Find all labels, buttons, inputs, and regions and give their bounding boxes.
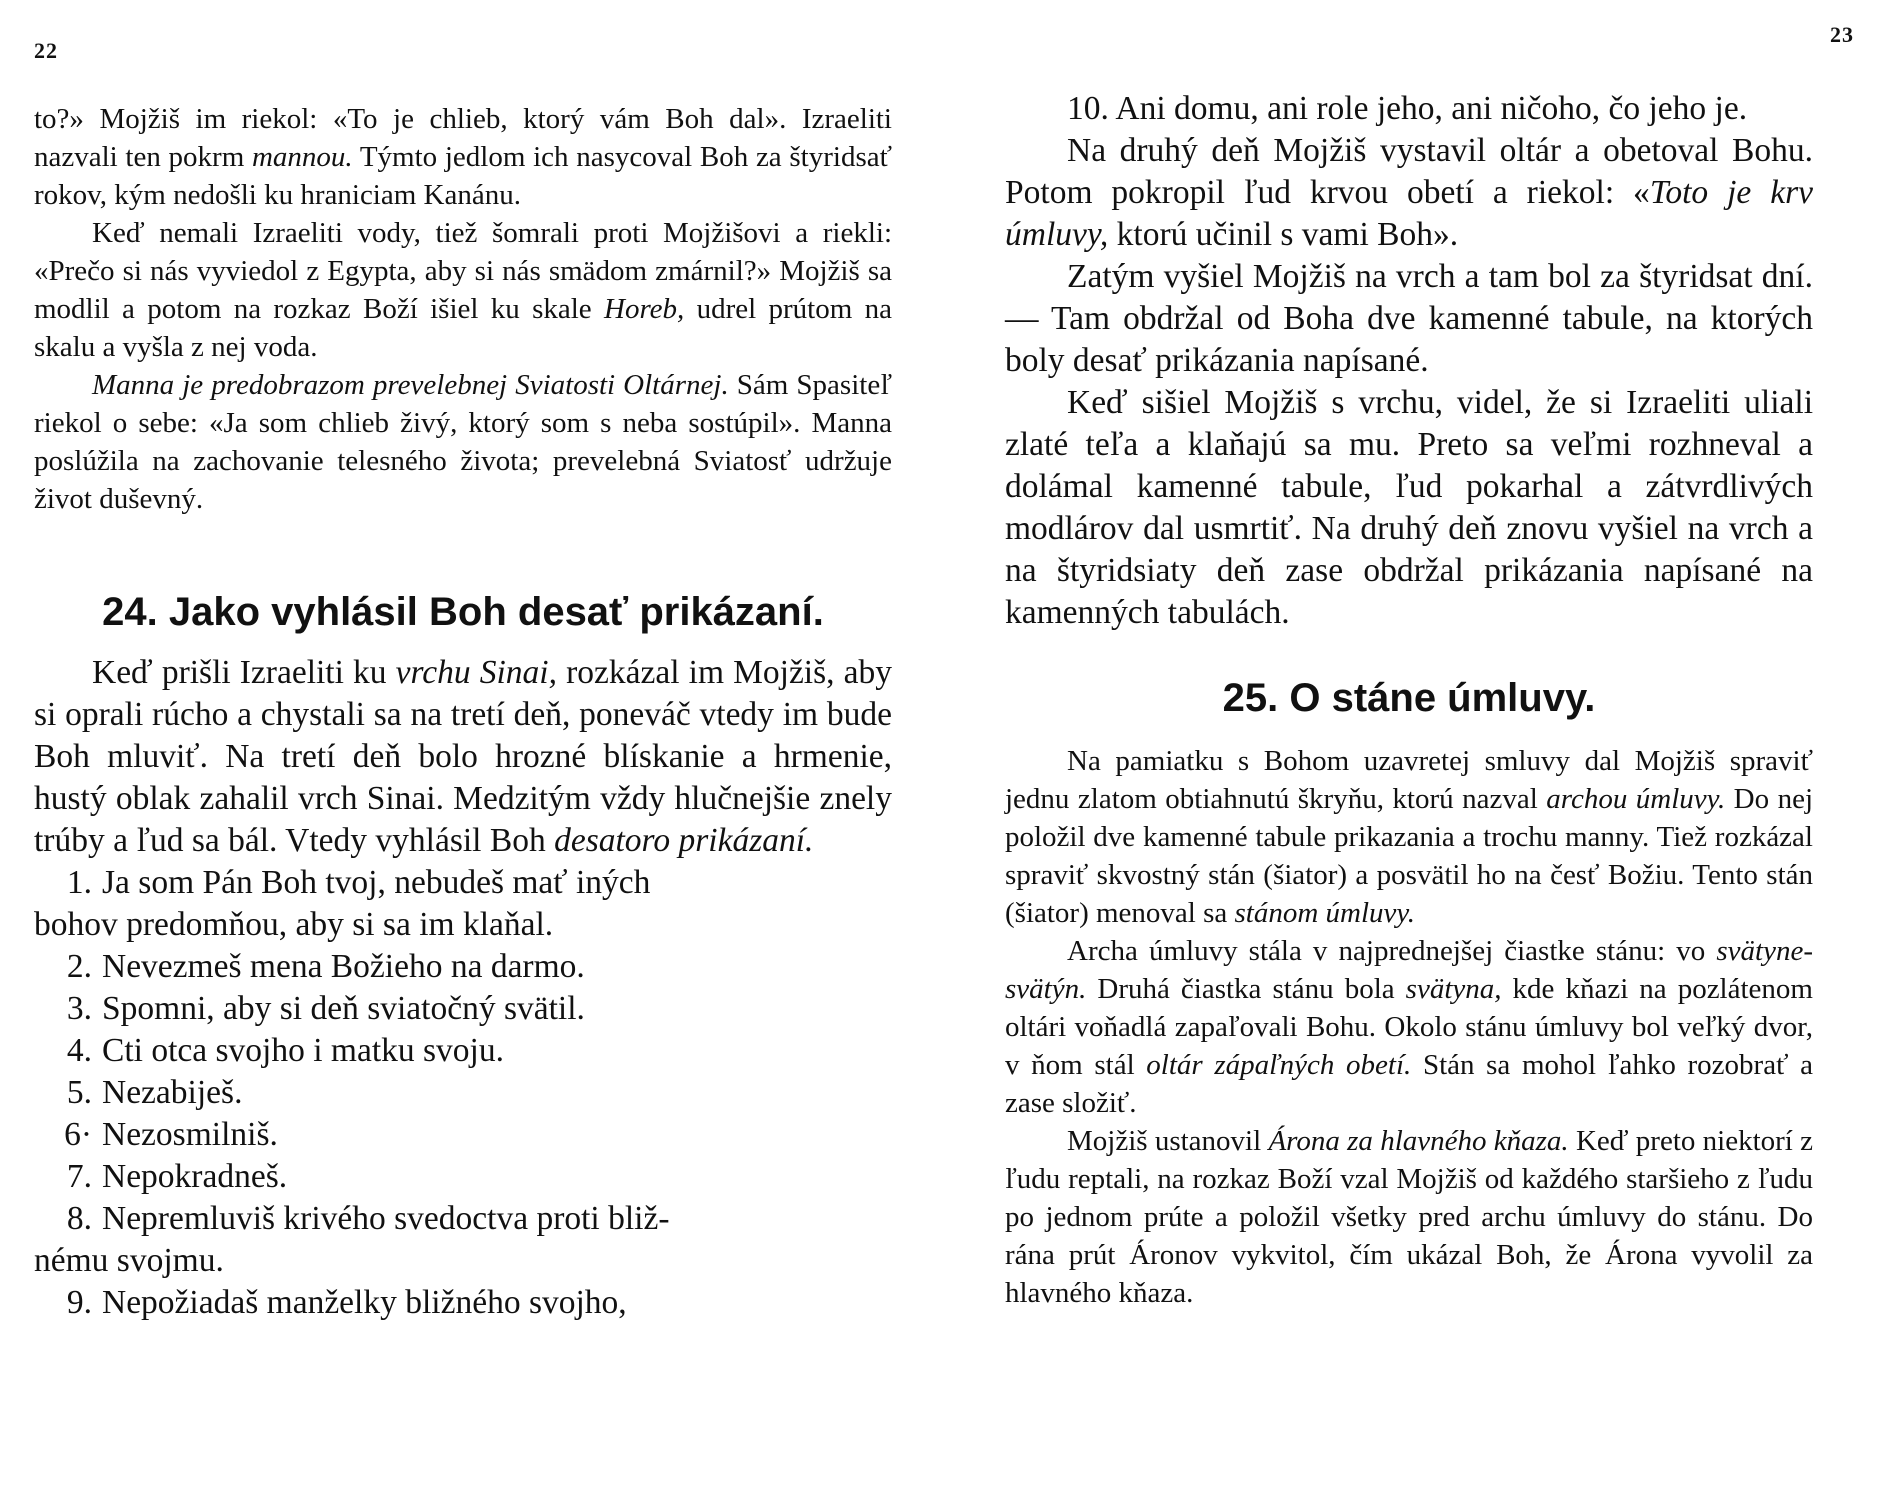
paragraph: Na druhý deň Mojžiš vystavil oltár a obetoval Bohu. Potom pokropil ľud krvou obetí a riekol: «Toto je krv úmluvy, ktorú učinil s vami Boh». [1005,132,1813,253]
paragraph: Keď prišli Izraeliti ku vrchu Sinai, rozkázal im Mojžiš, aby si oprali rúcho a chystali sa na tretí deň, poneváč vtedy im bude Boh mluviť. Na tretí deň bolo hrozné blískanie a hrmenie, hustý oblak zahalil vrch Sinai. Medzitým vždy hlučnejšie znely trúby a ľud sa bál. Vtedy vyhlásil Boh desatoro prikázaní. [34,654,892,859]
paragraph: Zatým vyšiel Mojžiš na vrch a tam bol za štyridsat dní. — Tam obdržal od Boha dve kamenné tabule, na ktorých boly desať prikázania napísané. [1005,258,1813,379]
paragraph: Na pamiatku s Bohom uzavretej smluvy dal Mojžiš spraviť jednu zlatom obtiahnutú škryňu, ktorú nazval archou úmluvy. Do nej položil dve kamenné tabule prikazania a trochu manny. Tiež rozkázal spraviť skvostný stán (šiator) a posvätil ho na česť Božiu. Tento stán (šiator) menoval sa stánom úmluvy. [1005,745,1814,929]
paragraph: Mojžiš ustanovil Árona za hlavného kňaza. Keď preto niektorí z ľudu reptali, na rozkaz Boží vzal Mojžiš od každého staršieho z ľudu po jednom prúte a položil všetky pred archu úmluvy do stánu. Do rána prút Áronov vykvitol, čím ukázal Boh, že Árona vyvolil za hlavného kňaza. [1005,1125,1813,1309]
paragraph: 10. Ani domu, ani role jeho, ani ničoho, čo jeho je. [1067,90,1748,127]
list-item: 6· Nezosmilniš. [64,1116,278,1153]
list-item: 8. Nepremluviš krivého svedoctva proti bliž- nému svojmu. [34,1200,670,1279]
commandments-list [34,862,892,1324]
right-page [943,0,1886,1500]
section-heading-24: 24. Jako vyhlásil Boh desať prikázaní. [102,590,824,634]
left-text-column [34,100,892,1324]
page-number-right: 23 [1830,22,1854,47]
paragraph: to?» Mojžiš im riekol: «To je chlieb, ktorý vám Boh dal». Izraeliti nazvali ten pokrm mannou. Týmto jedlom ich nasycoval Boh za štyridsať rokov, kým nedošli ku hraniciam Kanánu. [34,103,892,211]
list-item: 4. Cti otca svojho i matku svoju. [66,1032,504,1069]
paragraph: Manna je predobrazom prevelebnej Sviatosti Oltárnej. Sám Spasiteľ riekol o sebe: «Ja som chlieb živý, ktorý som s neba sostúpil». Manna poslúžila na zachovanie telesného života; prevelebná Sviatosť udržuje život duševný. [34,369,892,515]
list-item: 2. Nevezmeš mena Božieho na darmo. [66,948,585,985]
list-item: 3. Spomni, aby si deň sviatočný svätil. [66,990,585,1027]
paragraph: Keď nemali Izraeliti vody, tiež šomrali proti Mojžišovi a riekli: «Prečo si nás vyviedol z Egypta, aby si nás smädom zmárnil?» Mojžiš sa modlil a potom na rozkaz Boží išiel ku skale Horeb, udrel prútom na skalu a vyšla z nej voda. [34,217,892,363]
list-item: 7. Nepokradneš. [66,1158,288,1195]
paragraph: Archa úmluvy stála v najprednejšej čiastke stánu: vo svätyne-svätýn. Druhá čiastka stánu bola svätyna, kde kňazi na pozlátenom oltári voňadlá zapaľovali Bohu. Okolo stánu úmluvy bol veľký dvor, v ňom stál oltár zápaľných obetí. Stán sa mohol ľahko rozobrať a zase složiť. [1005,935,1813,1119]
section-heading-25: 25. O stáne úmluvy. [1222,676,1596,720]
list-item: 9. Nepožiadaš manželky bližného svojho, [66,1284,627,1321]
page-number-left: 22 [34,38,58,63]
paragraph: Keď sišiel Mojžiš s vrchu, videl, že si Izraeliti uliali zlaté teľa a klaňajú sa mu. Preto sa veľmi rozhneval a dolámal kamenné tabule, ľud pokarhal a zátvrdlivých modlárov dal usmrtiť. Na druhý deň znovu vyšiel na vrch a na štyridsiaty deň zase obdržal prikázania napísané na kamenných tabulách. [1005,384,1813,631]
right-text-column [1005,88,1813,1312]
list-item: 5. Nezabiješ. [66,1074,243,1111]
list-item: 1. Ja som Pán Boh tvoj, nebudeš mať iných bohov predomňou, aby si sa im klaňal. [34,864,651,943]
